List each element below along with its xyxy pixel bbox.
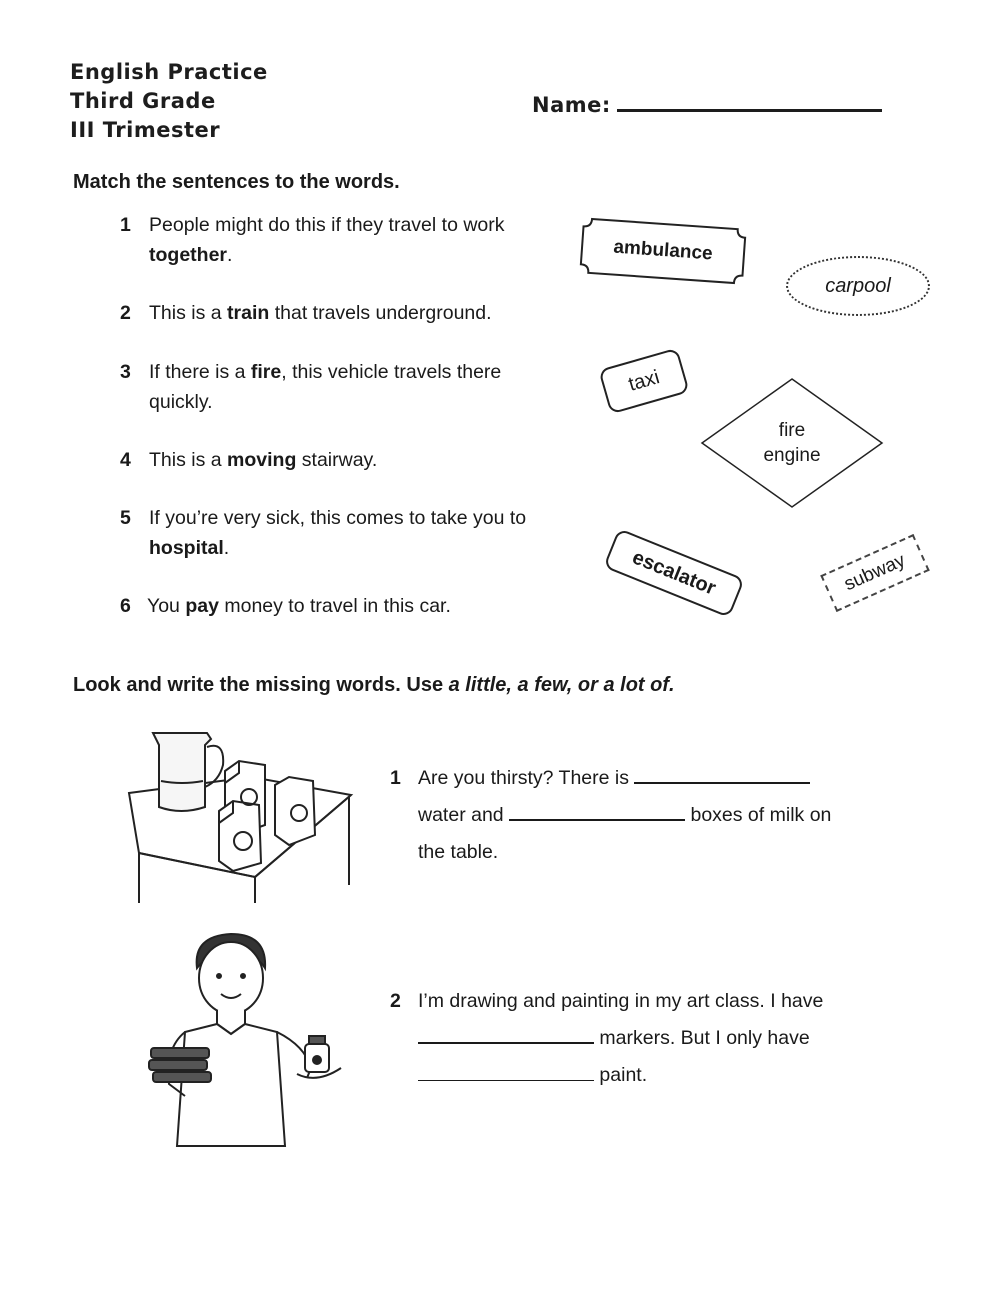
- word-escalator[interactable]: escalator: [603, 528, 745, 618]
- word-taxi[interactable]: taxi: [598, 348, 690, 415]
- word-subway[interactable]: subway: [820, 534, 929, 612]
- question-2: 2 I’m drawing and painting in my art class. I have markers. But I only have paint.: [390, 983, 910, 1094]
- question-1: 1 Are you thirsty? There is water and boxes of milk on the table.: [390, 760, 890, 871]
- grade-label: Third Grade: [70, 89, 216, 113]
- word-carpool[interactable]: carpool: [786, 256, 930, 316]
- worksheet-header: [70, 58, 268, 145]
- section2-title: Look and write the missing words. Use a little, a few, or a lot of.: [73, 674, 675, 696]
- item-number: 5: [120, 507, 131, 529]
- question-number: 2: [390, 990, 401, 1012]
- item-text: If you’re very sick, this comes to take you to hospital.: [149, 507, 527, 559]
- item-number: 1: [120, 214, 131, 236]
- subject-label: English Practice: [70, 60, 268, 84]
- trimester-label: III Trimester: [70, 118, 221, 142]
- name-blank-line[interactable]: [617, 87, 882, 112]
- item-text: This is a moving stairway.: [149, 449, 378, 471]
- item-number: 2: [120, 302, 131, 324]
- name-label: Name:: [532, 93, 611, 117]
- answer-blank[interactable]: [418, 1062, 594, 1081]
- word-fire-engine[interactable]: fire engine: [700, 377, 884, 509]
- item-number: 4: [120, 449, 131, 471]
- answer-blank[interactable]: [418, 1024, 594, 1044]
- table-jug-milk-illustration: [125, 725, 355, 905]
- answer-blank[interactable]: [509, 801, 685, 821]
- word-ambulance[interactable]: ambulance: [578, 216, 748, 285]
- boy-with-markers-illustration: [135, 928, 350, 1150]
- name-field[interactable]: [532, 87, 882, 117]
- answer-blank[interactable]: [634, 764, 810, 784]
- item-number: 6: [120, 595, 131, 617]
- item-text: If there is a fire, this vehicle travels there quickly.: [149, 361, 502, 413]
- question-number: 1: [390, 767, 401, 789]
- item-text: People might do this if they travel to work together.: [149, 214, 505, 266]
- item-text: You pay money to travel in this car.: [147, 595, 451, 617]
- item-text: This is a train that travels underground.: [149, 302, 492, 324]
- section1-title: Match the sentences to the words.: [73, 171, 400, 193]
- item-number: 3: [120, 361, 131, 383]
